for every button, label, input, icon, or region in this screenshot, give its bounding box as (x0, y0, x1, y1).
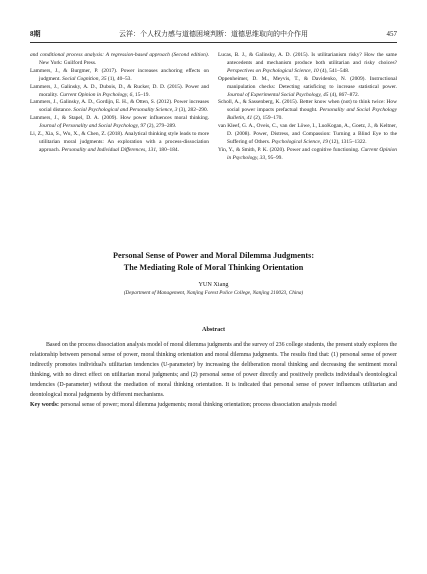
header-rule (30, 42, 397, 43)
author-name: YUN Xiang (198, 281, 229, 288)
keywords (30, 400, 397, 410)
reference-entry: Lammers, J., Galinsky, A. D., Gordijn, E. H., & Otten, S. (2012). Power increases social distance. Social Psychological and Personality Science, 3 (3), 282–290. (30, 99, 209, 114)
abstract-heading: Abstract (201, 326, 226, 333)
reference-entry: Lammers, J., & Stapel, D. A. (2009). How power influences moral thinking. Journal of Personality and Social Psychology, 97 (2), 279–289. (30, 115, 209, 130)
reference-column-right (218, 52, 397, 163)
author-affiliation: (Department of Management, Nanjing Forest Police College, Nanjing 210023, China) (123, 290, 304, 296)
reference-entry: Yin, Y., & Smith, P. K. (2020). Power and cognitive functioning. Current Opinion in Psychology, 33, 95–99. (218, 146, 397, 161)
abstract-text: Based on the process dissociation analysis model of moral dilemma judgments and the survey of 236 college students, the present study explores the relationship between personal sense of power, moral thinking orientation and moral dilemma judgments. The results find that: (1) personal sense of power indirectly promotes individual's utilitarian tendencies (U-parameter) by increasing the deliberation moral thinking and decreasing the sentiment moral thinking, with no direct effect on utilitarian moral judgments; and (2) personal sense of power directly and positively predicts individual's deontological tendencies (D-parameter) without the mediation of moral thinking orientation. It is indicated that personal sense of power influences utilitarian and deontological moral judgments by different mechanisms. (30, 342, 397, 398)
reference-list (30, 52, 397, 163)
reference-entry: Lucas, B. J., & Galinsky, A. D. (2015). Is utilitarianism risky? How the same antecedents and mechanism produce both utilitarian and risky choices? Perspectives on Psychological Science, 10 (4), 541–548. (218, 52, 397, 74)
reference-entry: van Kleef, G. A., Oveis, C., van der Löwe, I., LuoKogan, A., Goetz, J., & Keltner, D. (2008). Power, Distress, and Compassion: Turning a Blind Eye to the Suffering of Others. Psychological Science, 19 (12), 1315–1322. (218, 123, 397, 145)
reference-entry: Li, Z., Xia, S., Wu, X., & Chen, Z. (2018). Analytical thinking style leads to more utilitarian moral judgments: An exploration with a process-dissociation approach. Personality and Individual Differences, 131, 180–184. (30, 131, 209, 153)
keywords-label: Key words: (30, 402, 59, 408)
article-title-line-2: The Mediating Role of Moral Thinking Orientation (123, 263, 304, 272)
article-title-block (30, 250, 397, 297)
reference-entry: Lammers, J., Galinsky, A. D., Dubois, D., & Rucker, D. D. (2015). Power and morality. Current Opinion in Psychology, 6, 15–19. (30, 83, 209, 98)
reference-column-left (30, 52, 209, 163)
running-title: 云祥：个人权力感与道德困境判断：道德思维取向的中介作用 (119, 30, 308, 38)
reference-entry: Oppenheimer, D. M., Meyvis, T., & Davidenko, N. (2009). Instructional manipulation checks: Detecting satisficing to increase statistical power. Journal of Experimental Social Psychology, 45 (4), 867–872. (218, 75, 397, 98)
article-title-line-1: Personal Sense of Power and Moral Dilemma Judgments: (112, 251, 315, 260)
issue-number: 8期 (30, 30, 41, 38)
running-header (30, 30, 397, 39)
reference-entry: and conditional process analysis: A regression-based approach (Second edition). New York: Guilford Press. (30, 52, 209, 66)
reference-entry: Lammers, J., & Burgmer, P. (2017). Power increases anchoring effects on judgment. Social Cognition, 35 (1), 40–53. (30, 67, 209, 82)
reference-entry: Scholl, A., & Sassenberg, K. (2015). Better know when (not) to think twice: How social power impacts prefactual thought. Personality and Social Psychology Bulletin, 41 (2), 159–170. (218, 99, 397, 122)
page-number: 457 (386, 30, 397, 38)
keywords-text: personal sense of power; moral dilemma judgements; moral thinking orientation; process dissociation analysis model (58, 402, 337, 408)
abstract-section (30, 340, 397, 410)
